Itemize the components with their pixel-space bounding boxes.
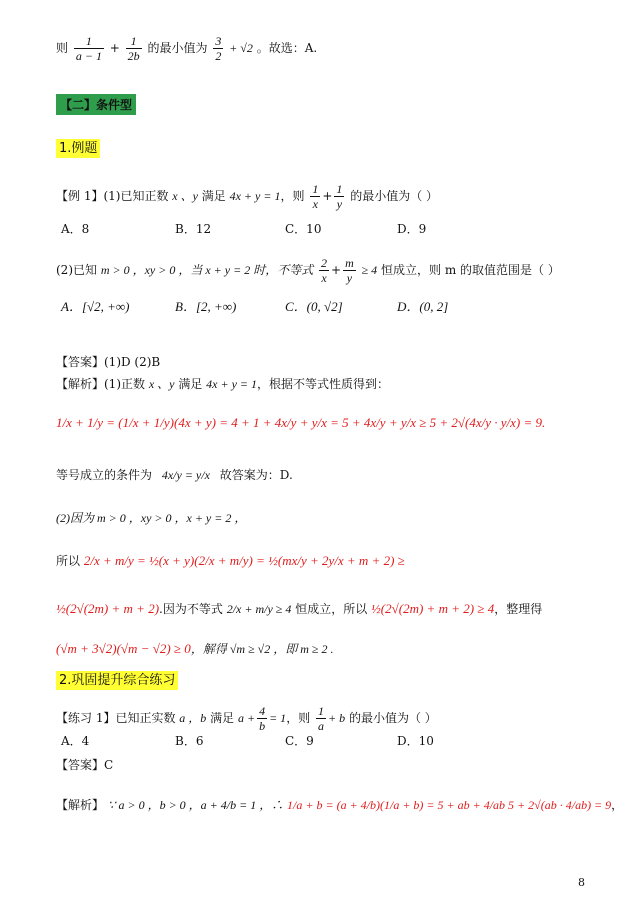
ex1-prefix: 【练习 1】已知正实数 [56, 711, 176, 725]
frac-num: 1 [126, 34, 142, 49]
top-suffix: 。故选：A. [256, 41, 318, 55]
option-c: C．9 [285, 734, 314, 748]
ex1-analysis-prefix: 【解析】 [56, 798, 105, 812]
eq-cond-math: 4x/y = y/x [161, 468, 210, 482]
ex1-suffix: 的最小值为（ ） [348, 711, 437, 725]
option-d: D．9 [397, 222, 427, 236]
min-value-fraction [213, 34, 223, 63]
option-d: D．10 [397, 734, 434, 748]
q1-prefix: 【例 1】(1)已知正数 [56, 189, 169, 203]
ex1-plus-b: + b [328, 711, 346, 725]
ex1-analysis-cond: ∵ a > 0 ，b > 0 ，a + 4/b = 1 ，∴ [107, 798, 284, 812]
exercise1-question [56, 704, 602, 733]
page-number: 8 [578, 876, 585, 889]
q2-fraction-1 [319, 256, 329, 285]
q2-fraction-2 [343, 256, 356, 285]
heading-practice-text: 2.巩固提升综合练习 [56, 671, 178, 690]
frac-num: 4 [259, 704, 266, 718]
option-d: D．(0, 2] [397, 299, 449, 314]
analysis1-condition: 4x + y = 1 [206, 377, 258, 391]
option-a: A．[√2, +∞) [61, 299, 130, 314]
ex1-cond-b: = 1 [269, 711, 287, 725]
option-c: C．10 [285, 222, 322, 236]
q1-fraction-2 [334, 182, 344, 211]
frac-den: 2 [215, 49, 222, 63]
part2-mid: .因为不等式 [159, 602, 223, 616]
option-b: B．[2, +∞) [175, 299, 237, 314]
top-mid-text: 的最小值为 [147, 41, 208, 55]
top-prefix: 则 [56, 41, 69, 55]
frac-den: a − 1 [75, 49, 102, 63]
frac-den: a [318, 719, 325, 733]
analysis1-vars: x 、y [148, 377, 175, 391]
analysis1-suffix: ，根据不等式性质得到： [257, 377, 390, 391]
part2-suffix: ，整理得 [494, 602, 543, 616]
analysis1-prefix: 【解析】(1)正数 [56, 377, 145, 391]
part2-bound-expr: ½(2√(2m) + m + 2) [56, 601, 160, 616]
heading-practice [56, 671, 602, 690]
q1-condition: 4x + y = 1 [229, 189, 281, 203]
frac-num: 1 [318, 704, 325, 718]
fraction-1 [74, 34, 104, 63]
q1-mid: 满足 [201, 189, 226, 203]
part2-factored-expr: (√m + 3√2)(√m − √2) ≥ 0 [56, 641, 191, 656]
option-b: B．6 [175, 734, 204, 748]
option-a: A．4 [61, 734, 90, 748]
so-word: 所以 [56, 554, 81, 568]
part2-solution-line [56, 640, 602, 658]
part2-mid2: 恒成立，所以 [295, 602, 368, 616]
top-conclusion-line [56, 34, 602, 63]
ex1-answer: 【答案】C [56, 758, 114, 772]
part2-so-line [56, 552, 602, 570]
q2-prefix: (2)已知 [56, 263, 97, 277]
frac-num: 2 [321, 256, 328, 270]
option-b: B．12 [175, 222, 212, 236]
ex1-analysis-expr: 1/a + b = (a + 4/b)(1/a + b) = 5 + ab + 4/ab 5 + 2√(ab · 4/ab) = 9 [287, 798, 612, 812]
q2-suffix: 恒成立，则 m 的取值范围是（ ） [381, 263, 560, 277]
plus-sign: + [109, 41, 120, 55]
answer1-line: 【答案】(1)D (2)B [56, 355, 161, 369]
eq-cond-prefix: 等号成立的条件为 [56, 468, 153, 482]
q1-fraction-1 [310, 182, 320, 211]
frac-den: y [346, 271, 353, 285]
example1-question2: (2)已知 m > 0 ，xy > 0 ，当 x + y = 2 时，不等式 $\frac{2}{x}$ + $\frac{m}{y}$ ≥ 4 恒成立，则 m 的取值范围是（ ） [56, 256, 560, 285]
min-value-rest: + √2 [229, 41, 253, 55]
ex1-cond-fraction [257, 704, 267, 733]
frac-num: 3 [215, 34, 222, 48]
ex1-fraction [316, 704, 326, 733]
q1-then: ，则 [280, 189, 305, 203]
heading-examples-text: 1.例题 [56, 139, 100, 158]
analysis1-equation: 1/x + 1/y = (1/x + 1/y)(4x + y) = 4 + 1 + 4x/y + y/x = 5 + 4x/y + y/x ≥ 5 + 2√(4x/y · y/x) = 9. [56, 415, 546, 430]
section-badge: 【二】条件型 [56, 94, 136, 115]
option-a: A．8 [61, 222, 90, 236]
analysis1-mid: 满足 [178, 377, 203, 391]
frac-den: y [336, 197, 343, 211]
frac-num: 1 [336, 182, 343, 196]
ex1-vars: a ，b [179, 711, 207, 725]
option-c: C．(0, √2] [285, 299, 343, 314]
ex1-mid: 满足 [210, 711, 235, 725]
q1-vars: x 、y [172, 189, 198, 203]
part2-given-line: (2)因为 m > 0 ，xy > 0 ，x + y = 2 ， [56, 511, 247, 525]
q1-suffix: 的最小值为（ ） [350, 189, 439, 203]
frac-num: m [345, 256, 354, 270]
q2-condition: m > 0 ，xy > 0 ，当 x + y = 2 时，不等式 [100, 263, 314, 277]
frac-num: 1 [312, 182, 319, 196]
ex1-analysis-tail: ， [611, 798, 624, 812]
example1-question1: 【例 1】(1)已知正数 x 、y 满足 4x + y = 1，则 $\frac{1}{x}$ + $\frac{1}{y}$ 的最小值为（ ） [56, 182, 439, 211]
part2-result: ，解得 √m ≥ √2 ，即 m ≥ 2 . [190, 642, 334, 656]
part2-inequality: 2/x + m/y ≥ 4 [226, 602, 292, 616]
frac-den: x [312, 197, 318, 211]
equality-condition-line [56, 466, 602, 484]
eq-cond-suffix: 故答案为：D. [219, 468, 293, 482]
part2-bound-line [56, 600, 602, 618]
part2-expression: 2/x + m/y = ½(x + y)(2/x + m/y) = ½(mx/y + 2y/x + m + 2) ≥ [83, 553, 405, 568]
frac-num: 1 [74, 34, 104, 49]
ex1-cond-a: a + [237, 711, 256, 725]
frac-den: b [259, 719, 266, 733]
q2-inequality: ≥ 4 [361, 263, 378, 277]
ex1-analysis [56, 796, 624, 814]
frac-den: 2b [127, 49, 140, 63]
heading-examples [56, 139, 602, 158]
analysis1-line [56, 375, 602, 393]
frac-den: x [321, 271, 327, 285]
fraction-2 [126, 34, 142, 63]
part2-bound-expr2: ½(2√(2m) + m + 2) ≥ 4 [371, 601, 495, 616]
ex1-then: ，则 [286, 711, 311, 725]
